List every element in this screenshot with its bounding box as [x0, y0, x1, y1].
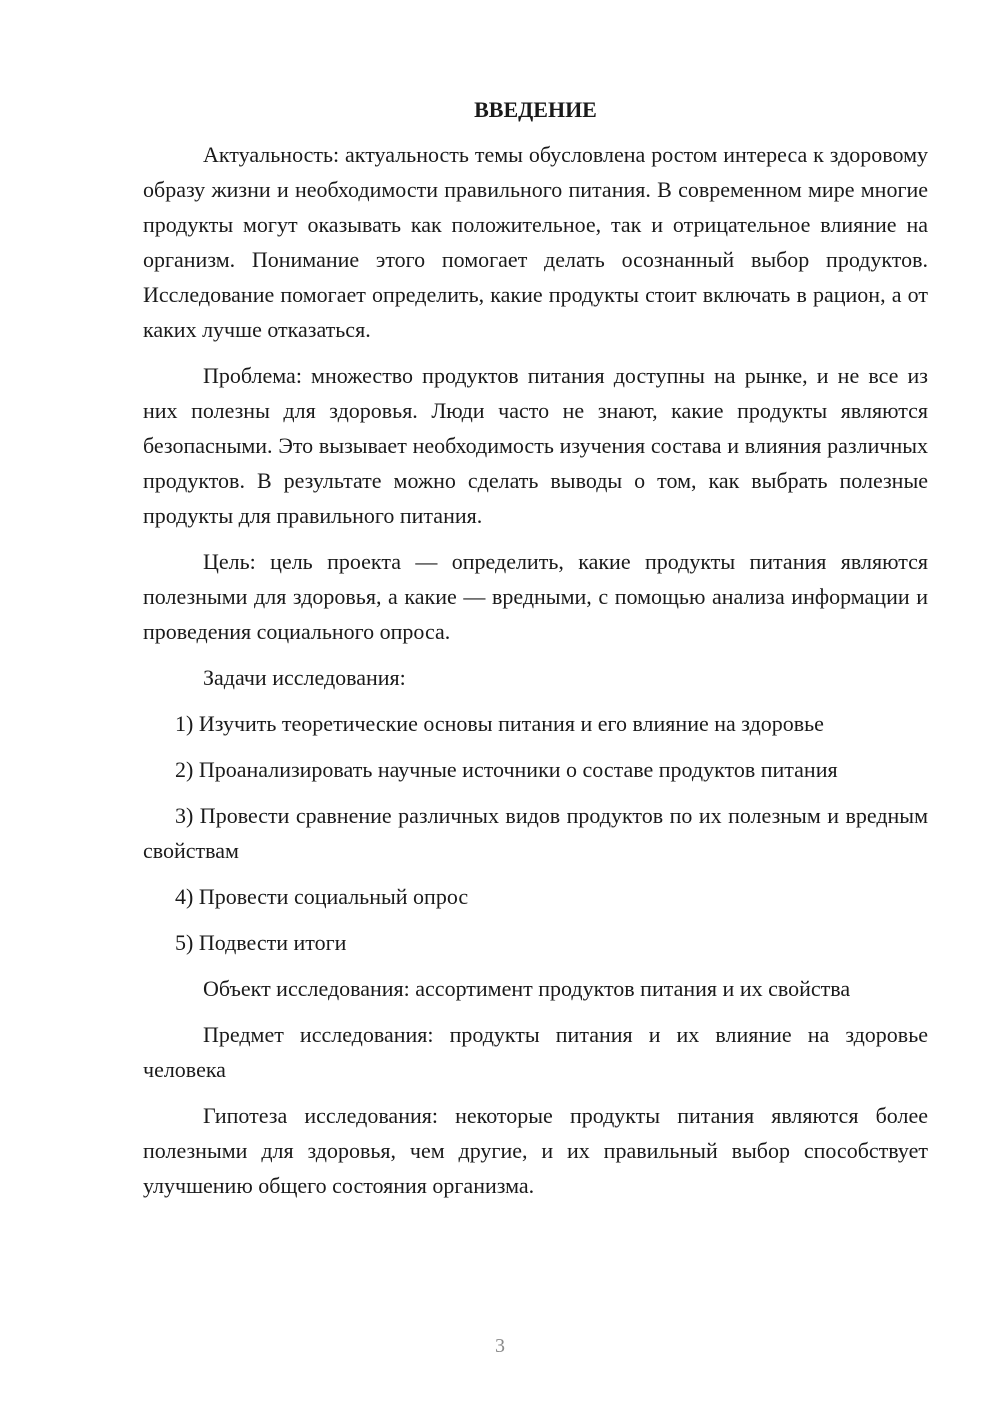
- page-number: 3: [495, 1335, 505, 1357]
- task-item: 5) Подвести итоги: [175, 930, 347, 955]
- page-content: [143, 94, 928, 1214]
- goal-paragraph: Цель: цель проекта — определить, какие продукты питания являются полезными для здоровья, а какие — вредными, с помощью анализа информации и проведения социального опроса.: [143, 549, 928, 644]
- object-paragraph: Объект исследования: ассортимент продуктов питания и их свойства: [203, 976, 851, 1001]
- problem-paragraph: Проблема: множество продуктов питания доступны на рынке, и не все из них полезны для здоровья. Люди часто не знают, какие продукты являются безопасными. Это вызывает необходимость изучения состава и влияния различных продуктов. В результате можно сделать выводы о том, как выбрать полезные продукты для правильного питания.: [143, 363, 928, 528]
- section-heading: ВВЕДЕНИЕ: [474, 97, 597, 122]
- subject-paragraph: Предмет исследования: продукты питания и их влияние на здоровье человека: [143, 1022, 928, 1082]
- relevance-paragraph: Актуальность: актуальность темы обусловлена ростом интереса к здоровому образу жизни и необходимости правильного питания. В современном мире многие продукты могут оказывать как положительное, так и отрицательное влияние на организм. Понимание этого помогает делать осознанный выбор продуктов. Исследование помогает определить, какие продукты стоит включать в рацион, а от каких лучше отказаться.: [143, 142, 928, 342]
- task-item: 1) Изучить теоретические основы питания и его влияние на здоровье: [175, 711, 824, 736]
- hypothesis-paragraph: Гипотеза исследования: некоторые продукты питания являются более полезными для здоровья, чем другие, и их правильный выбор способствует улучшению общего состояния организма.: [143, 1103, 928, 1198]
- task-item: 2) Проанализировать научные источники о составе продуктов питания: [175, 757, 838, 782]
- task-item: 3) Провести сравнение различных видов продуктов по их полезным и вредным свойствам: [143, 803, 928, 863]
- tasks-heading: Задачи исследования:: [203, 665, 406, 690]
- task-item: 4) Провести социальный опрос: [175, 884, 469, 909]
